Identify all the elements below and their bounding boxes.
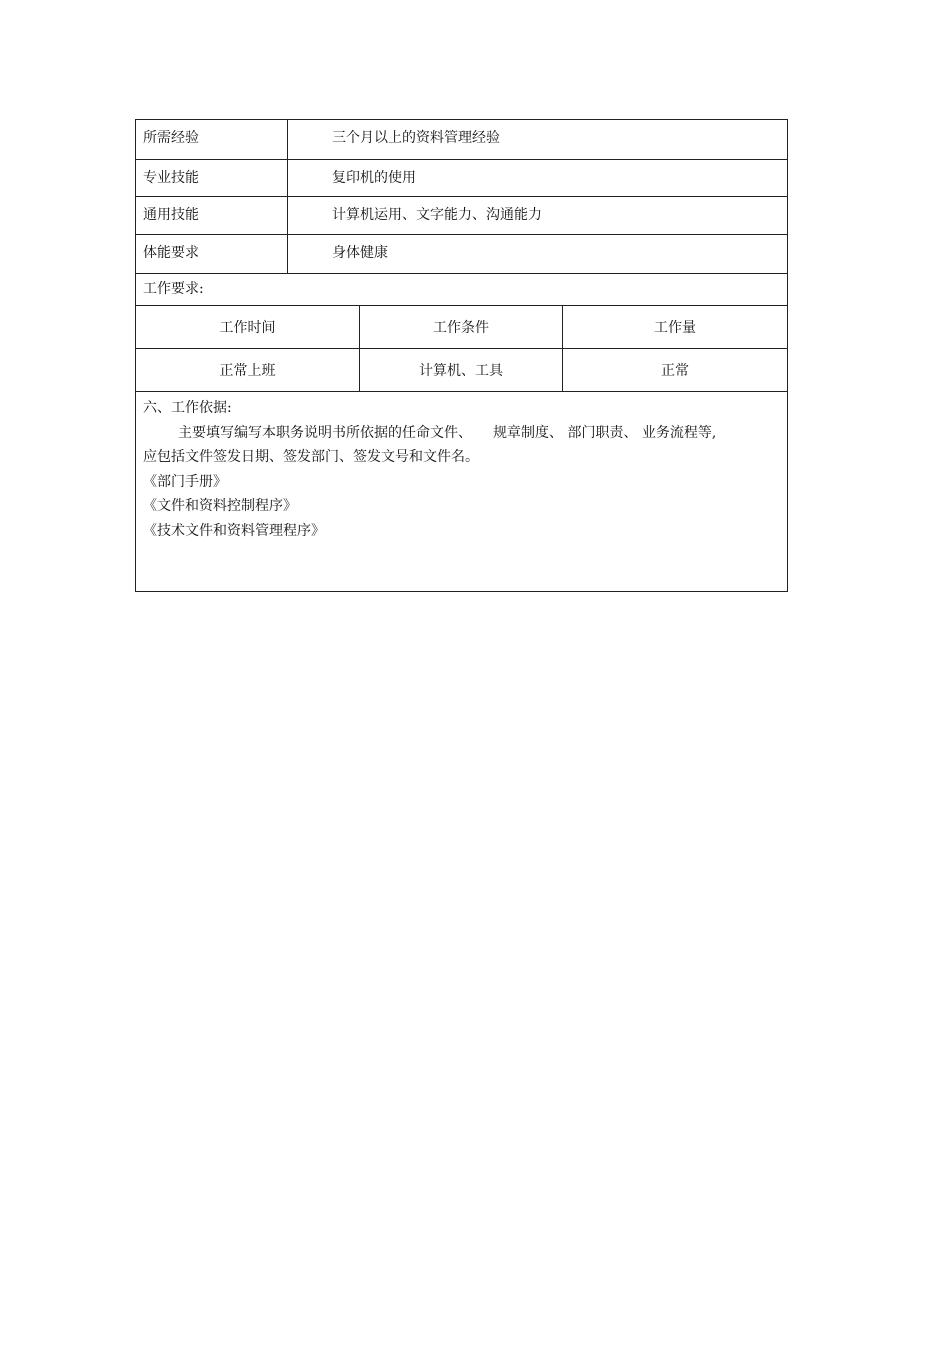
requirement-row-general-skill <box>136 197 787 235</box>
work-requirements-heading: 工作要求: <box>136 270 787 306</box>
requirement-label: 通用技能 <box>136 197 288 234</box>
work-basis-section <box>135 391 788 592</box>
work-basis-instruction: 主要填写编写本职务说明书所依据的任命文件、 规章制度、 部门职责、 业务流程等, <box>178 424 717 441</box>
basis-document: 《部门手册》 <box>143 473 227 490</box>
basis-document: 《技术文件和资料管理程序》 <box>143 522 325 539</box>
requirement-row-experience <box>136 120 787 160</box>
requirement-label: 所需经验 <box>136 120 288 159</box>
cell-workload: 正常 <box>661 363 689 379</box>
column-header-workload: 工作量 <box>654 320 696 336</box>
column-header-work-time: 工作时间 <box>136 306 360 348</box>
cell-work-time: 正常上班 <box>136 349 360 391</box>
requirement-row-physical <box>136 235 787 273</box>
requirement-value: 身体健康 <box>332 245 388 261</box>
requirement-label: 专业技能 <box>136 160 288 196</box>
work-basis-heading: 六、工作依据: <box>143 400 232 416</box>
column-header-work-conditions: 工作条件 <box>360 306 563 348</box>
work-requirements-value-row <box>136 349 787 391</box>
requirements-table <box>135 119 788 274</box>
work-requirements-header-row <box>136 306 787 349</box>
requirement-value: 计算机运用、文字能力、沟通能力 <box>332 207 542 223</box>
basis-document: 《文件和资料控制程序》 <box>143 498 297 514</box>
work-requirements-table <box>135 270 788 392</box>
requirement-value: 三个月以上的资料管理经验 <box>332 130 500 146</box>
requirement-row-professional-skill <box>136 160 787 197</box>
requirement-label: 体能要求 <box>136 235 288 273</box>
work-basis-instruction-continued: 应包括文件签发日期、签发部门、签发文号和文件名。 <box>143 449 479 465</box>
cell-work-conditions: 计算机、工具 <box>360 349 563 391</box>
requirement-value: 复印机的使用 <box>332 170 416 186</box>
